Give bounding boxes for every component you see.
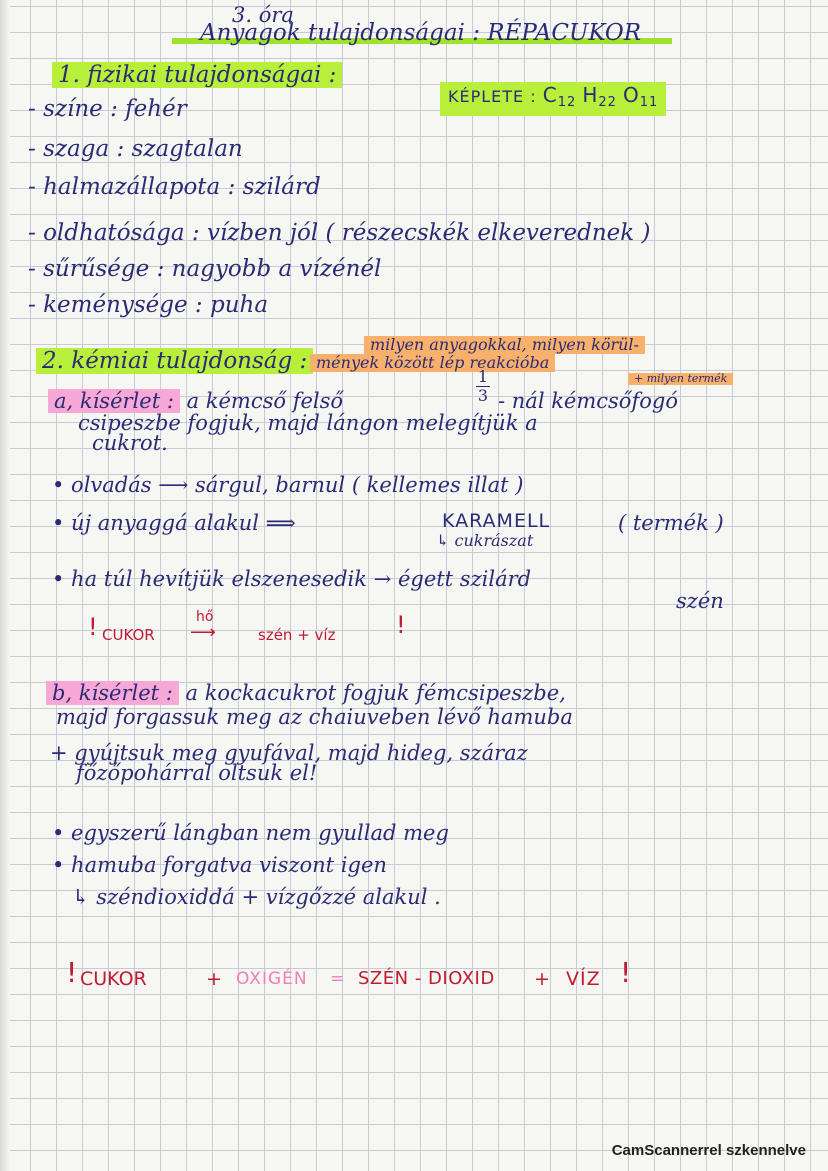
bullet-no-ignition: • egyszerű lángban nem gyullad meg: [52, 821, 449, 845]
formula-label: KÉPLETE :: [448, 87, 537, 106]
note-mid: mények között lép reakcióba: [310, 354, 555, 372]
fraction-numerator: 1: [477, 367, 489, 386]
section2-heading-text: 2. kémiai tulajdonság :: [36, 348, 313, 374]
lesson-number: 3. óra: [232, 3, 294, 27]
eq1-exclamation-right: !: [396, 611, 406, 639]
fraction-denominator: 3: [477, 386, 489, 405]
property-solubility: - oldhatósága : vízben jól ( részecskék elkeverednek ): [28, 220, 651, 246]
scanner-watermark: CamScannerrel szkennelve: [611, 1142, 806, 1159]
product-note: ( termék ): [618, 511, 724, 535]
eq2-carbon-dioxide: SZÉN - DIOXID: [358, 968, 495, 989]
bullet-charring-carbon: szén: [676, 589, 724, 613]
eq1-sugar: CUKOR: [102, 626, 155, 644]
property-smell: - szaga : szagtalan: [28, 136, 243, 162]
property-color: - színe : fehér: [28, 96, 187, 122]
page-title: Anyagok tulajdonságai : RÉPACUKOR: [200, 20, 642, 46]
section2-heading: [36, 348, 313, 374]
note-top: milyen anyagokkal, milyen körül-: [364, 336, 645, 354]
section1-heading: [52, 62, 342, 88]
formula-c-sub: 12: [557, 95, 577, 111]
exp-a-text3: cukrot.: [92, 431, 168, 455]
exp-a-text1b: - nál kémcsőfogó: [498, 389, 678, 413]
formula-c: C: [542, 83, 558, 107]
exp-b-text4: főzőpohárral oltsuk el!: [76, 761, 318, 785]
eq2-exclamation-right: !: [620, 956, 632, 989]
formula-o-sub: 11: [639, 95, 659, 111]
eq2-plus2: +: [534, 968, 550, 990]
exp-a-text2: csipeszbe fogjuk, majd lángon melegítjük a: [78, 411, 538, 435]
eq2-water: VÍZ: [566, 968, 601, 990]
bullet-new-substance: • új anyaggá alakul ⟹: [52, 511, 296, 535]
eq1-heat-label: hő: [196, 609, 214, 625]
fraction: [476, 368, 490, 405]
bullet-melting: • olvadás ⟶ sárgul, barnul ( kellemes illat ): [52, 473, 524, 497]
property-state: - halmazállapota : szilárd: [28, 174, 321, 200]
eq1-products: szén + víz: [258, 626, 336, 644]
exp-b-text1: a kockacukrot fogjuk fémcsipeszbe,: [185, 681, 566, 705]
exp-b-text2: majd forgassuk meg az chaiuveben lévő hamuba: [56, 705, 573, 729]
eq1-exclamation-left: !: [88, 613, 98, 641]
bullet-ash-ignition: • hamuba forgatva viszont igen: [52, 853, 387, 877]
formula-o: O: [623, 83, 640, 107]
formula-h-sub: 22: [598, 95, 617, 111]
confectionery-note: ↳ cukrászat: [436, 531, 534, 550]
formula: [440, 82, 666, 116]
note-bottom: + milyen termék: [628, 373, 733, 385]
eq2-oxygen: OXIGÉN: [236, 969, 308, 989]
exp-a-text1: a kémcső felső: [186, 389, 344, 413]
eq2-plus1: +: [206, 968, 222, 990]
exp-b-line1: [46, 680, 566, 706]
property-hardness: - keménysége : puha: [28, 292, 269, 318]
exp-a-label: a, kísérlet :: [48, 389, 180, 413]
exp-b-text3: + gyújtsuk meg gyufával, majd hideg, száraz: [50, 741, 528, 765]
bullet-ash-result: ↳ széndioxiddá + vízgőzzé alakul .: [72, 885, 441, 909]
section1-heading-text: 1. fizikai tulajdonságai :: [52, 62, 342, 88]
eq2-exclamation-left: !: [66, 956, 78, 989]
exp-b-label: b, kísérlet :: [46, 681, 179, 705]
formula-h: H: [582, 83, 599, 107]
eq2-sugar: CUKOR: [80, 968, 147, 990]
eq1-arrow: ⟶: [190, 622, 216, 643]
bullet-charring: • ha túl hevítjük elszenesedik → égett szilárd: [52, 567, 532, 591]
eq2-equals: =: [330, 969, 345, 989]
property-density: - sűrűsége : nagyobb a vízénél: [28, 256, 382, 282]
caramel-label: KARAMELL: [442, 510, 551, 532]
